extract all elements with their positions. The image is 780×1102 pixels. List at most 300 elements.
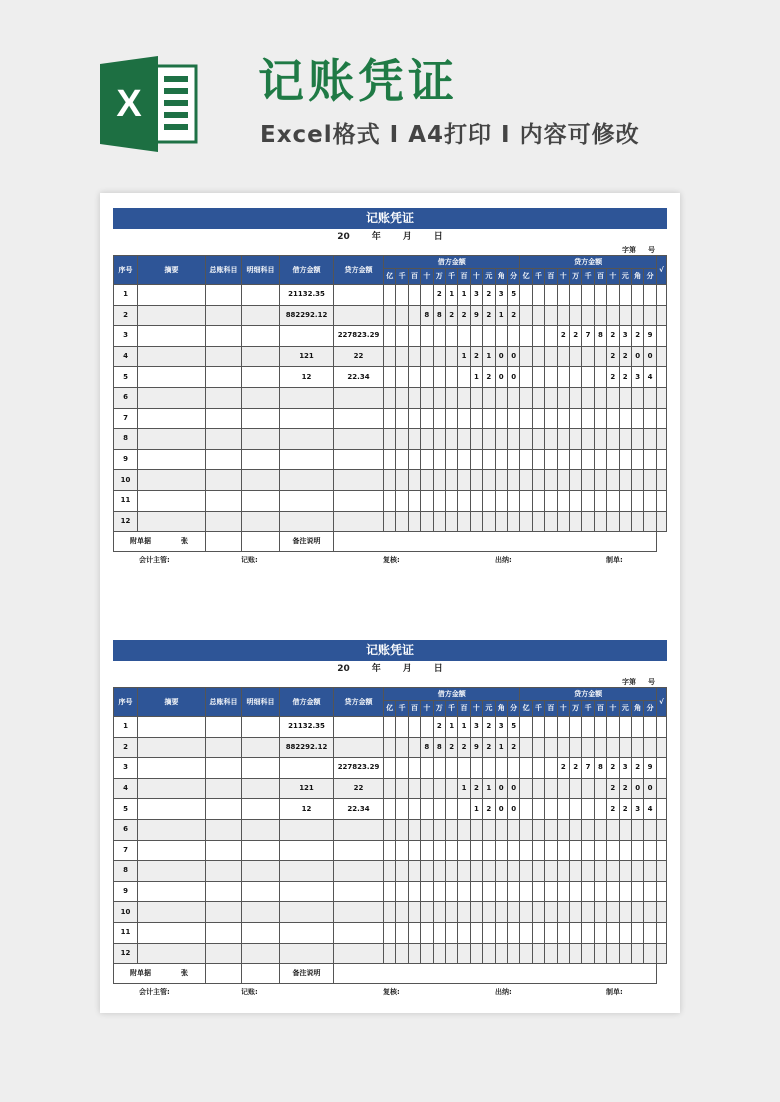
unit-header: 十 bbox=[607, 701, 619, 717]
attachment-blank[interactable] bbox=[206, 964, 242, 984]
debit-digit-cell: 1 bbox=[470, 367, 482, 388]
general-account-cell[interactable] bbox=[206, 799, 242, 820]
credit-amount-cell[interactable] bbox=[334, 387, 384, 408]
credit-amount-cell[interactable] bbox=[334, 881, 384, 902]
debit-digit-cell: 2 bbox=[445, 305, 457, 326]
debit-digit-cell bbox=[433, 387, 445, 408]
debit-digit-cell bbox=[495, 758, 507, 779]
credit-digit-cell bbox=[557, 387, 569, 408]
check-cell[interactable] bbox=[656, 490, 666, 511]
credit-digit-cell bbox=[520, 387, 532, 408]
check-cell[interactable] bbox=[656, 758, 666, 779]
credit-digit-cell bbox=[644, 943, 657, 964]
general-account-cell[interactable] bbox=[206, 490, 242, 511]
credit-amount-cell[interactable] bbox=[334, 490, 384, 511]
credit-digit-cell bbox=[557, 285, 569, 306]
summary-cell[interactable] bbox=[138, 511, 206, 532]
credit-digit-cell bbox=[582, 449, 594, 470]
debit-digit-cell bbox=[458, 408, 470, 429]
summary-cell[interactable] bbox=[138, 408, 206, 429]
general-account-cell[interactable] bbox=[206, 511, 242, 532]
debit-digit-cell bbox=[433, 470, 445, 491]
credit-digit-cell bbox=[520, 490, 532, 511]
debit-digit-cell bbox=[495, 387, 507, 408]
debit-digit-cell bbox=[408, 840, 420, 861]
debit-digit-cell bbox=[384, 470, 396, 491]
debit-digit-cell bbox=[421, 861, 433, 882]
credit-amount-cell[interactable] bbox=[334, 408, 384, 429]
general-account-cell[interactable] bbox=[206, 367, 242, 388]
unit-header: 万 bbox=[569, 701, 581, 717]
summary-cell[interactable] bbox=[138, 326, 206, 347]
debit-digit-cell: 0 bbox=[507, 799, 520, 820]
debit-digit-cell bbox=[470, 490, 482, 511]
credit-digit-cell bbox=[569, 285, 581, 306]
credit-digit-cell bbox=[569, 840, 581, 861]
credit-digit-cell bbox=[545, 819, 557, 840]
credit-digit-cell bbox=[520, 881, 532, 902]
debit-digit-cell: 1 bbox=[458, 285, 470, 306]
check-cell[interactable] bbox=[656, 717, 666, 738]
debit-digit-cell bbox=[483, 470, 495, 491]
debit-digit-cell bbox=[483, 449, 495, 470]
credit-digit-cell bbox=[569, 943, 581, 964]
general-account-cell[interactable] bbox=[206, 840, 242, 861]
header-general-account: 总账科目 bbox=[206, 256, 242, 285]
detail-account-cell[interactable] bbox=[242, 326, 280, 347]
summary-cell[interactable] bbox=[138, 902, 206, 923]
debit-amount-cell[interactable]: 21132.35 bbox=[280, 717, 334, 738]
credit-digit-cell bbox=[532, 881, 544, 902]
detail-account-cell[interactable] bbox=[242, 778, 280, 799]
debit-digit-cell bbox=[495, 881, 507, 902]
credit-digit-cell bbox=[532, 305, 544, 326]
general-account-cell[interactable] bbox=[206, 326, 242, 347]
date-day: 日 bbox=[433, 232, 443, 242]
debit-digit-cell bbox=[470, 449, 482, 470]
credit-digit-cell bbox=[594, 305, 606, 326]
unit-header: 百 bbox=[458, 701, 470, 717]
summary-cell[interactable] bbox=[138, 490, 206, 511]
debit-digit-cell: 8 bbox=[433, 737, 445, 758]
check-cell[interactable] bbox=[656, 902, 666, 923]
summary-cell[interactable] bbox=[138, 387, 206, 408]
credit-digit-cell bbox=[644, 490, 657, 511]
summary-cell[interactable] bbox=[138, 840, 206, 861]
summary-cell[interactable] bbox=[138, 429, 206, 450]
debit-digit-cell bbox=[421, 840, 433, 861]
credit-digit-cell bbox=[520, 737, 532, 758]
debit-amount-cell[interactable] bbox=[280, 861, 334, 882]
table-row bbox=[114, 367, 667, 388]
debit-amount-cell[interactable]: 12 bbox=[280, 799, 334, 820]
debit-digit-cell bbox=[384, 902, 396, 923]
debit-digit-cell bbox=[421, 758, 433, 779]
check-cell[interactable] bbox=[656, 346, 666, 367]
credit-digit-cell bbox=[582, 470, 594, 491]
debit-digit-cell bbox=[408, 819, 420, 840]
date-month: 月 bbox=[402, 232, 412, 242]
credit-digit-cell bbox=[607, 737, 619, 758]
check-cell[interactable] bbox=[656, 778, 666, 799]
unit-header: 亿 bbox=[520, 269, 532, 285]
debit-amount-cell[interactable]: 121 bbox=[280, 346, 334, 367]
credit-amount-cell[interactable] bbox=[334, 840, 384, 861]
general-account-cell[interactable] bbox=[206, 737, 242, 758]
detail-account-cell[interactable] bbox=[242, 511, 280, 532]
detail-account-cell[interactable] bbox=[242, 819, 280, 840]
credit-digit-cell bbox=[520, 717, 532, 738]
summary-cell[interactable] bbox=[138, 922, 206, 943]
credit-digit-cell bbox=[545, 737, 557, 758]
credit-amount-cell[interactable]: 22.34 bbox=[334, 799, 384, 820]
credit-digit-cell bbox=[582, 717, 594, 738]
attachment-row bbox=[114, 532, 667, 552]
debit-digit-cell bbox=[433, 326, 445, 347]
detail-account-cell[interactable] bbox=[242, 387, 280, 408]
credit-amount-cell[interactable] bbox=[334, 737, 384, 758]
debit-amount-cell[interactable] bbox=[280, 511, 334, 532]
unit-header: 元 bbox=[483, 269, 495, 285]
credit-digit-cell bbox=[520, 819, 532, 840]
detail-account-cell[interactable] bbox=[242, 285, 280, 306]
summary-cell[interactable] bbox=[138, 346, 206, 367]
debit-amount-cell[interactable] bbox=[280, 326, 334, 347]
unit-header: 分 bbox=[644, 269, 657, 285]
summary-cell[interactable] bbox=[138, 943, 206, 964]
debit-digit-cell bbox=[396, 326, 408, 347]
credit-amount-cell[interactable] bbox=[334, 511, 384, 532]
remark-field[interactable] bbox=[334, 964, 657, 984]
credit-amount-cell[interactable] bbox=[334, 429, 384, 450]
general-account-cell[interactable] bbox=[206, 717, 242, 738]
detail-account-cell[interactable] bbox=[242, 429, 280, 450]
credit-digit-cell bbox=[582, 346, 594, 367]
credit-digit-cell bbox=[607, 305, 619, 326]
debit-digit-cell bbox=[483, 429, 495, 450]
check-cell[interactable] bbox=[656, 922, 666, 943]
attachment-blank[interactable] bbox=[206, 532, 242, 552]
detail-account-cell[interactable] bbox=[242, 922, 280, 943]
credit-digit-cell bbox=[582, 861, 594, 882]
credit-amount-cell[interactable] bbox=[334, 922, 384, 943]
debit-amount-cell[interactable] bbox=[280, 819, 334, 840]
debit-digit-cell bbox=[458, 861, 470, 882]
debit-digit-cell bbox=[470, 470, 482, 491]
credit-digit-cell bbox=[520, 902, 532, 923]
header-detail-account: 明细科目 bbox=[242, 256, 280, 285]
debit-digit-cell bbox=[470, 326, 482, 347]
debit-digit-cell bbox=[396, 367, 408, 388]
debit-digit-cell bbox=[483, 490, 495, 511]
check-cell[interactable] bbox=[656, 470, 666, 491]
detail-account-cell[interactable] bbox=[242, 799, 280, 820]
credit-amount-cell[interactable]: 227823.29 bbox=[334, 758, 384, 779]
general-account-cell[interactable] bbox=[206, 429, 242, 450]
credit-digit-cell: 3 bbox=[631, 367, 643, 388]
debit-amount-cell[interactable] bbox=[280, 429, 334, 450]
credit-amount-cell[interactable] bbox=[334, 819, 384, 840]
attachment-blank[interactable] bbox=[242, 964, 280, 984]
debit-amount-cell[interactable] bbox=[280, 449, 334, 470]
debit-amount-cell[interactable]: 882292.12 bbox=[280, 737, 334, 758]
credit-digit-cell: 2 bbox=[619, 367, 631, 388]
check-cell[interactable] bbox=[656, 429, 666, 450]
general-account-cell[interactable] bbox=[206, 408, 242, 429]
general-account-cell[interactable] bbox=[206, 778, 242, 799]
hero-banner bbox=[0, 0, 780, 190]
debit-digit-cell bbox=[507, 861, 520, 882]
table-row bbox=[114, 861, 667, 882]
credit-digit-cell bbox=[557, 470, 569, 491]
debit-digit-cell bbox=[483, 758, 495, 779]
debit-digit-cell bbox=[433, 819, 445, 840]
debit-digit-cell: 1 bbox=[495, 737, 507, 758]
detail-account-cell[interactable] bbox=[242, 943, 280, 964]
credit-amount-cell[interactable] bbox=[334, 285, 384, 306]
debit-digit-cell bbox=[495, 429, 507, 450]
seq-cell: 4 bbox=[114, 346, 138, 367]
debit-digit-cell: 2 bbox=[483, 367, 495, 388]
debit-amount-cell[interactable] bbox=[280, 470, 334, 491]
debit-digit-cell: 1 bbox=[470, 799, 482, 820]
debit-digit-cell bbox=[421, 778, 433, 799]
debit-amount-cell[interactable] bbox=[280, 758, 334, 779]
credit-amount-cell[interactable] bbox=[334, 305, 384, 326]
credit-digit-cell bbox=[619, 943, 631, 964]
general-account-cell[interactable] bbox=[206, 285, 242, 306]
debit-digit-cell bbox=[433, 511, 445, 532]
debit-digit-cell bbox=[396, 346, 408, 367]
credit-digit-cell: 7 bbox=[582, 758, 594, 779]
debit-amount-cell[interactable]: 121 bbox=[280, 778, 334, 799]
debit-amount-cell[interactable]: 21132.35 bbox=[280, 285, 334, 306]
credit-amount-cell[interactable] bbox=[334, 449, 384, 470]
check-cell[interactable] bbox=[656, 305, 666, 326]
check-cell[interactable] bbox=[656, 943, 666, 964]
debit-digit-cell bbox=[384, 819, 396, 840]
detail-account-cell[interactable] bbox=[242, 305, 280, 326]
general-account-cell[interactable] bbox=[206, 346, 242, 367]
debit-digit-cell: 1 bbox=[458, 778, 470, 799]
general-account-cell[interactable] bbox=[206, 881, 242, 902]
summary-cell[interactable] bbox=[138, 861, 206, 882]
credit-amount-cell[interactable]: 22 bbox=[334, 778, 384, 799]
detail-account-cell[interactable] bbox=[242, 367, 280, 388]
debit-digit-cell bbox=[495, 840, 507, 861]
debit-digit-cell bbox=[507, 922, 520, 943]
credit-digit-cell bbox=[545, 922, 557, 943]
credit-digit-cell bbox=[644, 902, 657, 923]
detail-account-cell[interactable] bbox=[242, 490, 280, 511]
credit-digit-cell bbox=[619, 902, 631, 923]
credit-digit-cell bbox=[594, 408, 606, 429]
credit-amount-cell[interactable] bbox=[334, 943, 384, 964]
debit-digit-cell bbox=[483, 408, 495, 429]
detail-account-cell[interactable] bbox=[242, 881, 280, 902]
credit-digit-cell bbox=[594, 490, 606, 511]
header-debit-amount: 借方金额 bbox=[280, 256, 334, 285]
summary-cell[interactable] bbox=[138, 449, 206, 470]
debit-digit-cell bbox=[445, 943, 457, 964]
detail-account-cell[interactable] bbox=[242, 840, 280, 861]
debit-amount-cell[interactable] bbox=[280, 840, 334, 861]
credit-digit-cell bbox=[532, 737, 544, 758]
detail-account-cell[interactable] bbox=[242, 737, 280, 758]
summary-cell[interactable] bbox=[138, 758, 206, 779]
number-zi: 字第 bbox=[622, 246, 636, 254]
summary-cell[interactable] bbox=[138, 819, 206, 840]
general-account-cell[interactable] bbox=[206, 861, 242, 882]
credit-digit-cell bbox=[619, 737, 631, 758]
general-account-cell[interactable] bbox=[206, 449, 242, 470]
summary-cell[interactable] bbox=[138, 778, 206, 799]
credit-digit-cell bbox=[532, 346, 544, 367]
credit-amount-cell[interactable]: 227823.29 bbox=[334, 326, 384, 347]
general-account-cell[interactable] bbox=[206, 922, 242, 943]
seq-cell: 8 bbox=[114, 861, 138, 882]
check-cell[interactable] bbox=[656, 881, 666, 902]
credit-digit-cell: 2 bbox=[607, 367, 619, 388]
debit-digit-cell: 1 bbox=[445, 285, 457, 306]
debit-digit-cell bbox=[445, 778, 457, 799]
summary-cell[interactable] bbox=[138, 799, 206, 820]
credit-digit-cell bbox=[582, 902, 594, 923]
detail-account-cell[interactable] bbox=[242, 902, 280, 923]
header-debit-digits: 借方金额 bbox=[384, 256, 520, 269]
debit-digit-cell bbox=[445, 346, 457, 367]
check-cell[interactable] bbox=[656, 861, 666, 882]
debit-digit-cell: 0 bbox=[495, 346, 507, 367]
debit-digit-cell bbox=[433, 943, 445, 964]
credit-amount-cell[interactable] bbox=[334, 717, 384, 738]
general-account-cell[interactable] bbox=[206, 387, 242, 408]
debit-digit-cell bbox=[458, 367, 470, 388]
check-cell[interactable] bbox=[656, 408, 666, 429]
sig-supervisor: 会计主管: bbox=[139, 556, 170, 565]
credit-digit-cell bbox=[557, 737, 569, 758]
table-row bbox=[114, 490, 667, 511]
unit-header: 十 bbox=[421, 269, 433, 285]
debit-digit-cell bbox=[421, 922, 433, 943]
check-cell[interactable] bbox=[656, 840, 666, 861]
check-cell[interactable] bbox=[656, 819, 666, 840]
credit-digit-cell: 2 bbox=[557, 326, 569, 347]
general-account-cell[interactable] bbox=[206, 819, 242, 840]
credit-digit-cell: 0 bbox=[644, 778, 657, 799]
credit-amount-cell[interactable] bbox=[334, 902, 384, 923]
check-cell[interactable] bbox=[656, 367, 666, 388]
credit-amount-cell[interactable] bbox=[334, 470, 384, 491]
general-account-cell[interactable] bbox=[206, 943, 242, 964]
check-cell[interactable] bbox=[656, 799, 666, 820]
detail-account-cell[interactable] bbox=[242, 717, 280, 738]
credit-digit-cell bbox=[619, 285, 631, 306]
check-cell[interactable] bbox=[656, 511, 666, 532]
detail-account-cell[interactable] bbox=[242, 861, 280, 882]
general-account-cell[interactable] bbox=[206, 305, 242, 326]
credit-digit-cell bbox=[545, 449, 557, 470]
credit-digit-cell bbox=[582, 778, 594, 799]
seq-cell: 11 bbox=[114, 922, 138, 943]
debit-amount-cell[interactable] bbox=[280, 881, 334, 902]
summary-cell[interactable] bbox=[138, 367, 206, 388]
unit-header: 元 bbox=[619, 269, 631, 285]
detail-account-cell[interactable] bbox=[242, 346, 280, 367]
credit-digit-cell bbox=[569, 367, 581, 388]
sig-supervisor: 会计主管: bbox=[139, 988, 170, 997]
general-account-cell[interactable] bbox=[206, 902, 242, 923]
header-credit-amount: 贷方金额 bbox=[334, 688, 384, 717]
debit-digit-cell bbox=[384, 922, 396, 943]
check-cell[interactable] bbox=[656, 449, 666, 470]
summary-cell[interactable] bbox=[138, 737, 206, 758]
summary-cell[interactable] bbox=[138, 285, 206, 306]
debit-amount-cell[interactable] bbox=[280, 387, 334, 408]
summary-cell[interactable] bbox=[138, 881, 206, 902]
summary-cell[interactable] bbox=[138, 470, 206, 491]
credit-digit-cell bbox=[607, 922, 619, 943]
debit-amount-cell[interactable] bbox=[280, 943, 334, 964]
check-cell[interactable] bbox=[656, 326, 666, 347]
debit-digit-cell bbox=[458, 326, 470, 347]
credit-digit-cell: 4 bbox=[644, 799, 657, 820]
debit-amount-cell[interactable] bbox=[280, 408, 334, 429]
credit-digit-cell bbox=[619, 861, 631, 882]
summary-cell[interactable] bbox=[138, 305, 206, 326]
debit-digit-cell bbox=[458, 490, 470, 511]
debit-digit-cell bbox=[507, 758, 520, 779]
credit-digit-cell bbox=[594, 285, 606, 306]
summary-cell[interactable] bbox=[138, 717, 206, 738]
credit-digit-cell: 0 bbox=[644, 346, 657, 367]
detail-account-cell[interactable] bbox=[242, 470, 280, 491]
check-cell[interactable] bbox=[656, 737, 666, 758]
seq-cell: 6 bbox=[114, 819, 138, 840]
credit-digit-cell bbox=[569, 346, 581, 367]
attachment-blank[interactable] bbox=[242, 532, 280, 552]
credit-amount-cell[interactable]: 22.34 bbox=[334, 367, 384, 388]
check-cell[interactable] bbox=[656, 285, 666, 306]
credit-digit-cell bbox=[631, 737, 643, 758]
debit-digit-cell bbox=[408, 881, 420, 902]
credit-digit-cell bbox=[545, 840, 557, 861]
debit-amount-cell[interactable]: 12 bbox=[280, 367, 334, 388]
debit-amount-cell[interactable] bbox=[280, 922, 334, 943]
credit-digit-cell bbox=[607, 881, 619, 902]
debit-digit-cell bbox=[470, 881, 482, 902]
debit-amount-cell[interactable] bbox=[280, 902, 334, 923]
debit-amount-cell[interactable] bbox=[280, 490, 334, 511]
check-cell[interactable] bbox=[656, 387, 666, 408]
date-year-prefix: 20 bbox=[337, 664, 350, 674]
remark-field[interactable] bbox=[334, 532, 657, 552]
signature-line bbox=[113, 552, 667, 566]
debit-digit-cell: 1 bbox=[458, 717, 470, 738]
general-account-cell[interactable] bbox=[206, 470, 242, 491]
debit-digit-cell bbox=[483, 881, 495, 902]
debit-amount-cell[interactable]: 882292.12 bbox=[280, 305, 334, 326]
general-account-cell[interactable] bbox=[206, 758, 242, 779]
detail-account-cell[interactable] bbox=[242, 758, 280, 779]
detail-account-cell[interactable] bbox=[242, 449, 280, 470]
credit-amount-cell[interactable]: 22 bbox=[334, 346, 384, 367]
debit-digit-cell: 3 bbox=[495, 717, 507, 738]
detail-account-cell[interactable] bbox=[242, 408, 280, 429]
credit-amount-cell[interactable] bbox=[334, 861, 384, 882]
credit-digit-cell bbox=[532, 902, 544, 923]
debit-digit-cell bbox=[408, 758, 420, 779]
